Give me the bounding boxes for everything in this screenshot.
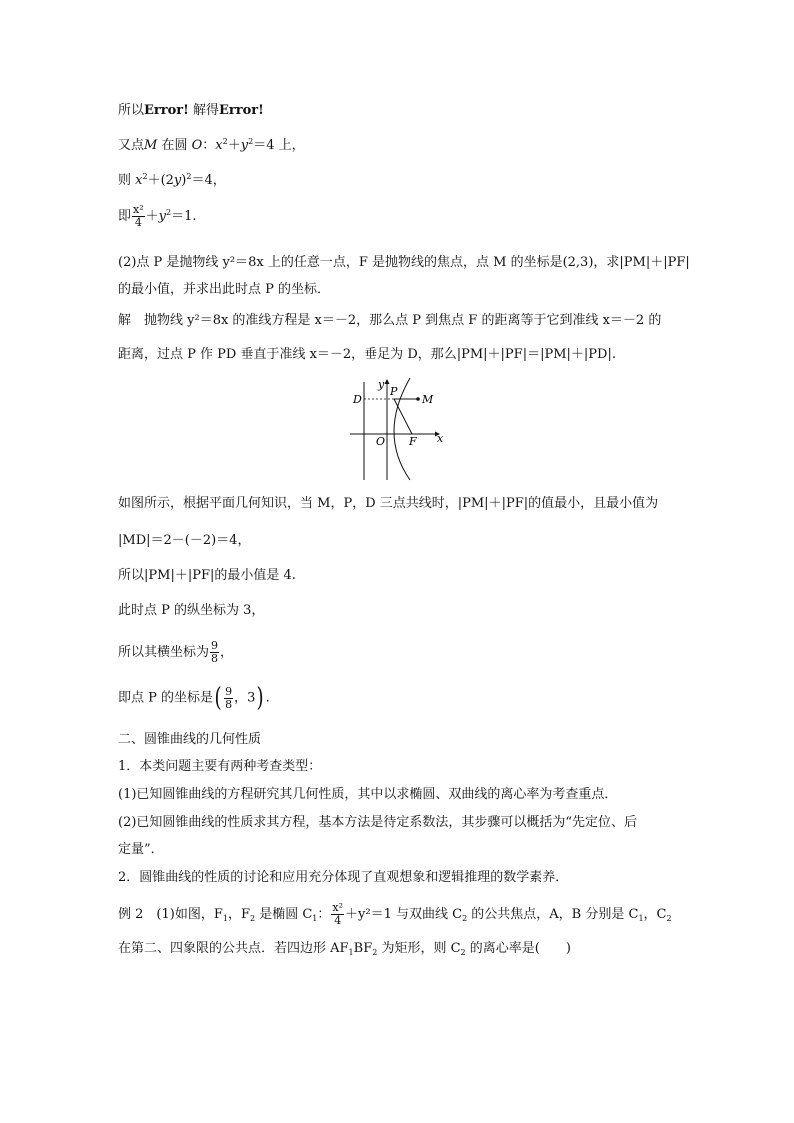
line-22: 在第二、四象限的公共点．若四边形 $AF_1BF_2$ 为矩形，则 $C_2$ 的离心率是( )	[118, 941, 571, 957]
label-m: M	[422, 393, 434, 406]
line-19: 定量”．	[118, 842, 164, 857]
label-p: P	[390, 385, 398, 398]
line-16: 1．本类问题主要有两种考查类型：	[118, 759, 322, 774]
line-10: |MD|＝2－(－2)＝4，	[118, 533, 251, 548]
line-7: 解 抛物线 y²＝8x 的准线方程是 x＝－2，那么点 P 到焦点 F 的距离等于它到准线 x＝－2 的	[118, 313, 662, 328]
fraction: $\frac{9}{8}$	[211, 639, 219, 665]
point-m	[416, 397, 420, 401]
line-20: 2．圆锥曲线的性质的讨论和应用充分体现了直观想象和逻辑推理的数学素养．	[118, 870, 569, 885]
line-13: 所以其横坐标为 $\frac{9}{8}$ ，	[118, 639, 234, 665]
label-y: y	[378, 378, 385, 391]
fraction: $\frac{\text{x²}}{4}$	[133, 203, 144, 229]
line-17: (1)已知圆锥曲线的方程研究其几何性质，其中以求椭圆、双曲线的离心率为考查重点．	[118, 787, 618, 802]
line-4: 即 $\frac{\text{x²}}{4}$ $+y^2=1$.	[118, 203, 197, 229]
line-1: 所以Error! 解得Error!	[118, 103, 264, 118]
line-21: 例 2 (1)如图，$F_1$，$F_2$ 是椭圆 $C_1$： $\frac{\text{x²}}{4}$ ＋y²＝1 与双曲线 $C_2$ 的公共焦点，A，B 分别是 $C_1$，$C_2$	[118, 901, 672, 927]
line-11: 所以|PM|＋|PF|的最小值是 4.	[118, 568, 296, 583]
parabola-figure	[340, 374, 450, 484]
line-8: 距离，过点 P 作 PD 垂直于准线 x＝－2，垂足为 D，那么|PM|＋|PF|＝|PM|＋|PD|.	[118, 347, 616, 362]
y-axis-arrow	[385, 379, 390, 384]
line-9: 如图所示，根据平面几何知识，当 M，P，D 三点共线时，|PM|＋|PF|的值最小，且最小值为	[118, 496, 659, 511]
line-6: 的最小值，并求出此时点 P 的坐标．	[118, 282, 331, 297]
fraction: $\frac{\text{x²}}{4}$	[332, 901, 344, 927]
label-o: O	[376, 435, 386, 448]
label-x: x	[437, 432, 444, 445]
section-heading: 二、圆锥曲线的几何性质	[118, 732, 262, 747]
segment-pf	[394, 399, 412, 434]
line-14: 即点 P 的坐标是( $\frac{9}{8}$ ，3) .	[118, 683, 270, 713]
label-f: F	[409, 435, 417, 448]
label-d: D	[353, 393, 362, 406]
line-3: 则 $x^2+(2y)^2=4$，	[118, 172, 226, 188]
line-5: (2)点 P 是抛物线 y²＝8x 上的任意一点，F 是抛物线的焦点，点 M 的坐标是(2,3)，求|PM|＋|PF|	[118, 255, 690, 270]
fraction: $\frac{9}{8}$	[225, 684, 233, 711]
line-18: (2)已知圆锥曲线的性质求其方程，基本方法是待定系数法，其步骤可以概括为“先定位、后	[118, 815, 638, 830]
line-12: 此时点 P 的纵坐标为 3，	[118, 603, 265, 618]
line-2: 又点M 在圆 O：$x^2+y^2=4$ 上，	[118, 137, 305, 153]
